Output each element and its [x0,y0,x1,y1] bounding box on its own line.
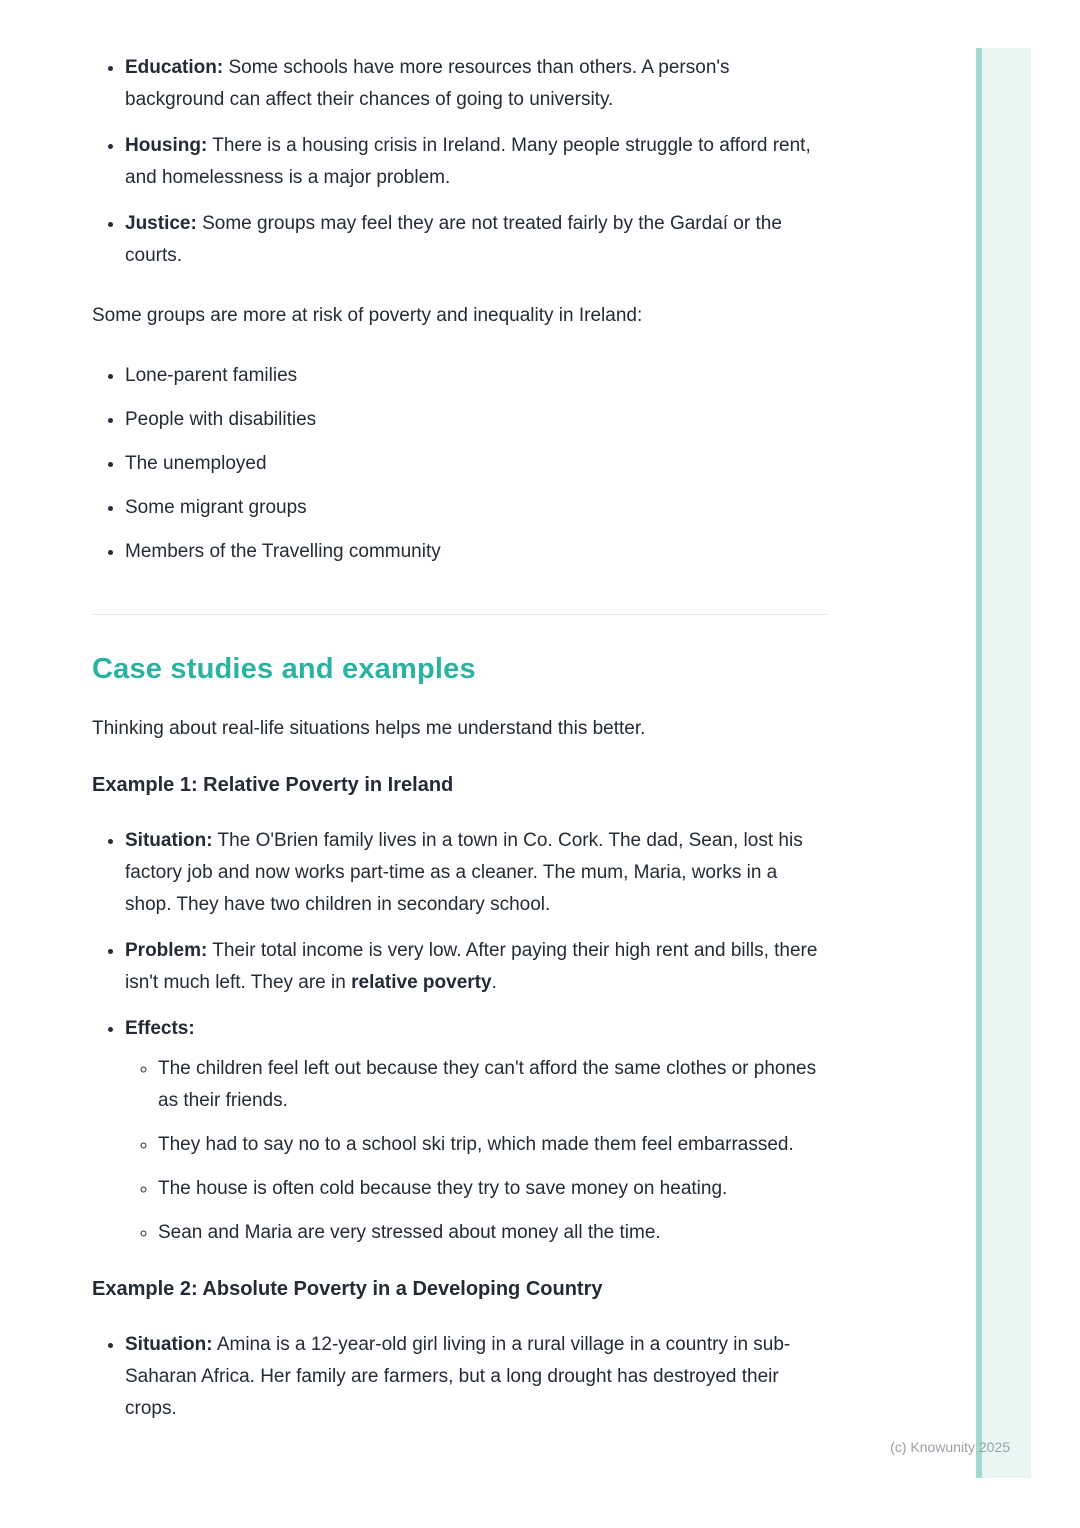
problem-text-before: Their total income is very low. After paying their high rent and bills, there isn't much left. They are in [125,940,818,993]
footer-copyright: (c) Knowunity 2025 [890,1439,1010,1455]
list-item-housing [125,130,828,194]
effect-item: ◦ They had to say no to a school ski trip, which made them feel embarrassed. [158,1129,828,1161]
list-item-education [125,52,828,116]
risk-group-item: • The unemployed [125,448,828,480]
problem-text-after: . [491,972,497,993]
situation-text: Amina is a 12-year-old girl living in a rural village in a country in sub-Saharan Africa. Her family are farmers, but a long drought has destroyed their crops. [125,1334,791,1419]
section-divider [92,614,828,615]
problem-label: Problem: [125,940,208,961]
housing-text: There is a housing crisis in Ireland. Many people struggle to afford rent, and homelessness is a major problem. [125,135,811,188]
section-heading-case-studies: Case studies and examples [92,653,476,685]
effect-item: ◦ The children feel left out because they can't afford the same clothes or phones as their friends. [158,1053,828,1117]
effect-item: ◦ The house is often cold because they try to save money on heating. [158,1173,828,1205]
justice-label: Justice: [125,213,197,234]
case-studies-intro: Thinking about real-life situations helps me understand this better. [92,718,646,739]
risk-group-item: • People with disabilities [125,404,828,436]
risk-group-item: • Lone-parent families [125,360,828,392]
risk-groups-list [92,360,828,568]
example1-list [92,825,828,1249]
document-content [92,0,828,1425]
effects-label: Effects: [125,1018,195,1039]
risk-group-item: • Some migrant groups [125,492,828,524]
situation-label: Situation: [125,1334,213,1355]
example2-situation [125,1329,828,1425]
problem-bold-term: relative poverty [351,972,492,993]
example1-heading: Example 1: Relative Poverty in Ireland [92,774,454,796]
example1-problem [125,935,828,999]
effects-sublist [125,1053,828,1249]
inequality-areas-list [92,52,828,272]
risk-group-item: • Members of the Travelling community [125,536,828,568]
housing-label: Housing: [125,135,208,156]
risk-groups-intro: Some groups are more at risk of poverty and inequality in Ireland: [92,305,643,326]
situation-text: The O'Brien family lives in a town in Co. Cork. The dad, Sean, lost his factory job and now works part-time as a cleaner. The mum, Maria, works in a shop. They have two children in secondary school. [125,830,803,915]
example2-heading: Example 2: Absolute Poverty in a Developing Country [92,1278,603,1300]
example2-list [92,1329,828,1425]
justice-text: Some groups may feel they are not treated fairly by the Gardaí or the courts. [125,213,782,266]
side-accent-bar [976,48,1031,1478]
situation-label: Situation: [125,830,213,851]
education-text: Some schools have more resources than others. A person's background can affect their chances of going to university. [125,57,730,110]
list-item-justice [125,208,828,272]
effect-item: ◦ Sean and Maria are very stressed about money all the time. [158,1217,828,1249]
example1-effects [125,1013,828,1249]
education-label: Education: [125,57,224,78]
example1-situation [125,825,828,921]
